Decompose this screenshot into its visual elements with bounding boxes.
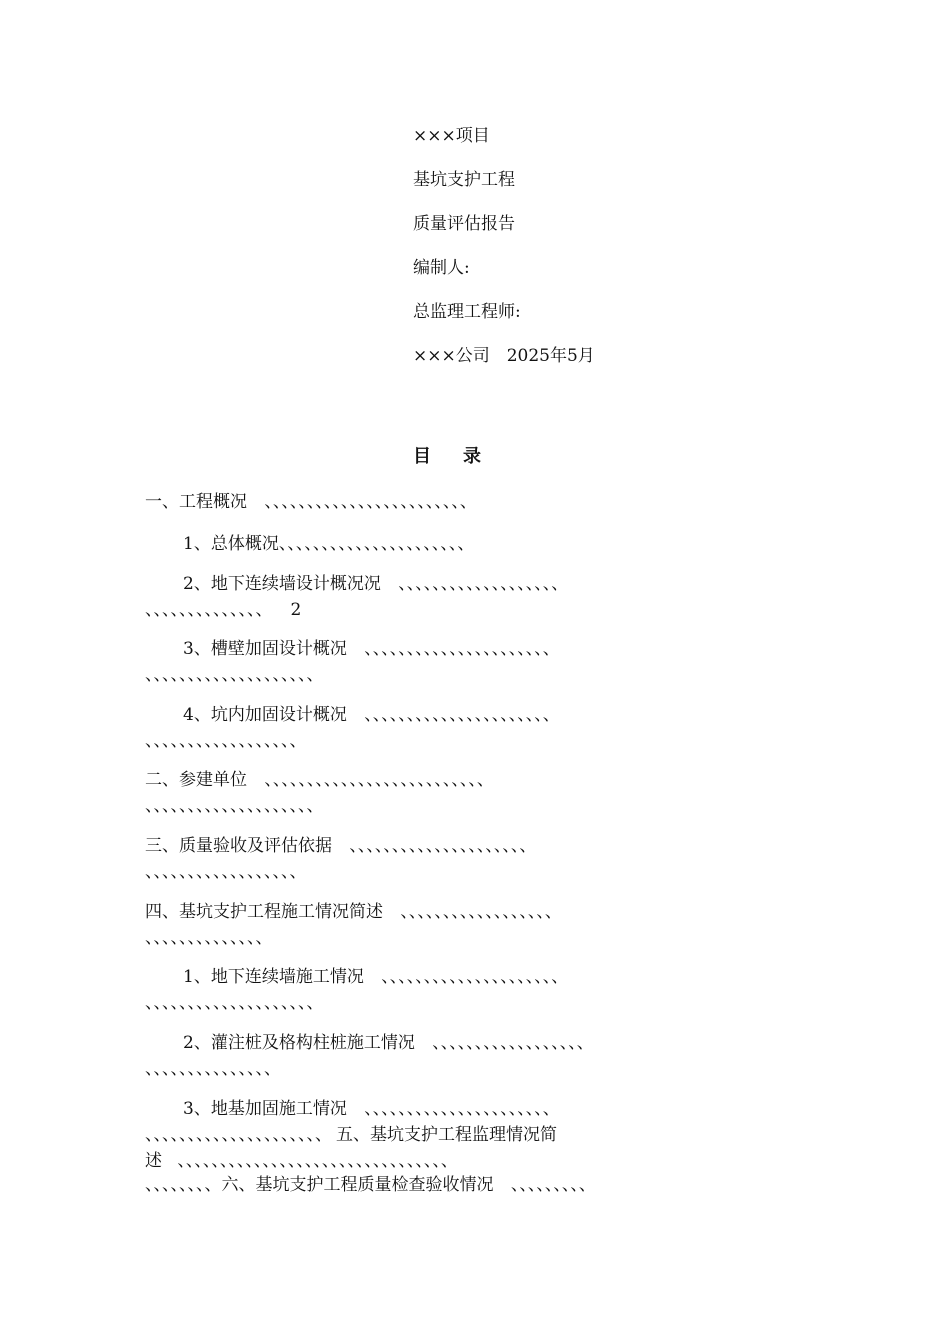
toc-leader: 、、、、、、、、、、、、、、、、、、、、、、 [364, 705, 560, 725]
toc-entry-6 [145, 1174, 596, 1196]
toc-leader: 、、、、、、、、、、、、、、、 [145, 1059, 281, 1079]
toc-entry-3 [145, 835, 536, 857]
company-date: ×××公司 2025年5月 [413, 346, 595, 366]
project-name: ×××项目 [413, 126, 490, 146]
toc-leader: 、、、、、、、、、、、、、、、、、、、、、、、、 [264, 492, 477, 512]
toc-entry-4-cont [145, 927, 273, 949]
toc-leader: 、、、、、、、、 [145, 1175, 222, 1195]
toc-entry-1-1 [183, 533, 474, 555]
toc-entry-4-3 [183, 1098, 560, 1120]
toc-title-char-1: 目 [413, 446, 431, 467]
toc-entry-4-2-cont [145, 1058, 281, 1080]
toc-entry-text: 二、参建单位 [145, 770, 247, 790]
toc-entry-4 [145, 901, 562, 923]
toc-leader: 、、、、、、、、、、、、、、、、、、、、、、、、、、 [264, 770, 494, 790]
toc-leader: 、、、、、、、、、、、、、、、、、、、、、、、、、、、、、、、、 [177, 1151, 458, 1171]
toc-page-number: 2 [290, 600, 302, 620]
toc-leader: 、、、、、、、、、、、、、、、、、、、、 [145, 796, 324, 816]
toc-entry-1-3 [183, 638, 560, 660]
toc-leader: 、、、、、、、、、、、、、、、、、、、、、 [381, 967, 569, 987]
toc-leader: 、、、、、、、、、、、、、、、、、、、、、 [145, 1125, 332, 1145]
cover-line-2: 基坑支护工程 [413, 170, 515, 190]
toc-entry-1-2 [183, 573, 568, 595]
toc-entry-1-4 [183, 704, 560, 726]
toc-leader: 、、、、、、、、、、、、、、 [145, 600, 273, 620]
toc-entry-text: 2、灌注桩及格构柱桩施工情况 [183, 1033, 415, 1053]
toc-leader: 、、、、、、、、、、、、、、、、、、、、 [145, 993, 324, 1013]
toc-entry-5-text: 五、基坑支护工程监理情况简 [336, 1125, 557, 1145]
toc-leader: 、、、、、、、、、、、、、、 [145, 928, 273, 948]
toc-leader: 、、、、、、、、、、、、、、、、、、 [145, 731, 307, 751]
toc-title [413, 446, 481, 468]
chief-engineer-label: 总监理工程师: [413, 302, 521, 322]
report-title: 质量评估报告 [413, 214, 515, 234]
toc-entry-text: 4、坑内加固设计概况 [183, 705, 347, 725]
toc-entry-5-cont [145, 1150, 458, 1172]
toc-entry-text: 1、地下连续墙施工情况 [183, 967, 364, 987]
toc-entry-1 [145, 491, 477, 513]
toc-entry-text: 一、工程概况 [145, 492, 247, 512]
author-label: 编制人: [413, 258, 470, 278]
toc-entry-4-1-cont [145, 992, 324, 1014]
toc-leader: 、、、、、、、、、、、、、、、、、、、、 [145, 665, 324, 685]
toc-leader: 、、、、、、、、、、、、、、、、、、、、、、 [364, 1099, 560, 1119]
toc-entry-4-1 [183, 966, 568, 988]
toc-entry-1-4-cont [145, 730, 307, 752]
toc-leader: 、、、、、、、、、、、、、、、、、、、、、 [349, 836, 537, 856]
toc-leader: 、、、、、、、、、、、、、、、、、、、 [398, 574, 569, 594]
toc-entry-text: 六、基坑支护工程质量检查验收情况 [221, 1175, 494, 1195]
toc-entry-4-2 [183, 1032, 594, 1054]
toc-leader: 、、、、、、、、、、、、、、、、、、、、、、 [278, 534, 475, 554]
toc-leader: 、、、、、、、、、、、、、、、、、、 [400, 902, 562, 922]
toc-leader: 、、、、、、、、、、、、、、、、、、、、、、 [364, 639, 560, 659]
toc-entry-1-3-cont [145, 664, 324, 686]
toc-entry-text: 述 [145, 1151, 162, 1171]
toc-entry-text: 3、槽壁加固设计概况 [183, 639, 347, 659]
toc-leader: 、、、、、、、、、、、、、、、、、、 [432, 1033, 594, 1053]
toc-entry-text: 1、总体概况 [183, 534, 279, 554]
toc-entry-4-3-cont [145, 1124, 557, 1146]
toc-entry-text: 三、质量验收及评估依据 [145, 836, 332, 856]
toc-entry-text: 2、地下连续墙设计概况况 [183, 574, 381, 594]
toc-entry-text: 四、基坑支护工程施工情况简述 [145, 902, 383, 922]
toc-leader: 、、、、、、、、、 [510, 1175, 596, 1195]
toc-entry-3-cont [145, 861, 307, 883]
toc-title-char-2: 录 [463, 446, 481, 467]
toc-entry-2 [145, 769, 494, 791]
toc-entry-2-cont [145, 795, 324, 817]
toc-entry-text: 3、地基加固施工情况 [183, 1099, 347, 1119]
toc-entry-1-2-cont [145, 599, 301, 621]
toc-leader: 、、、、、、、、、、、、、、、、、、 [145, 862, 307, 882]
